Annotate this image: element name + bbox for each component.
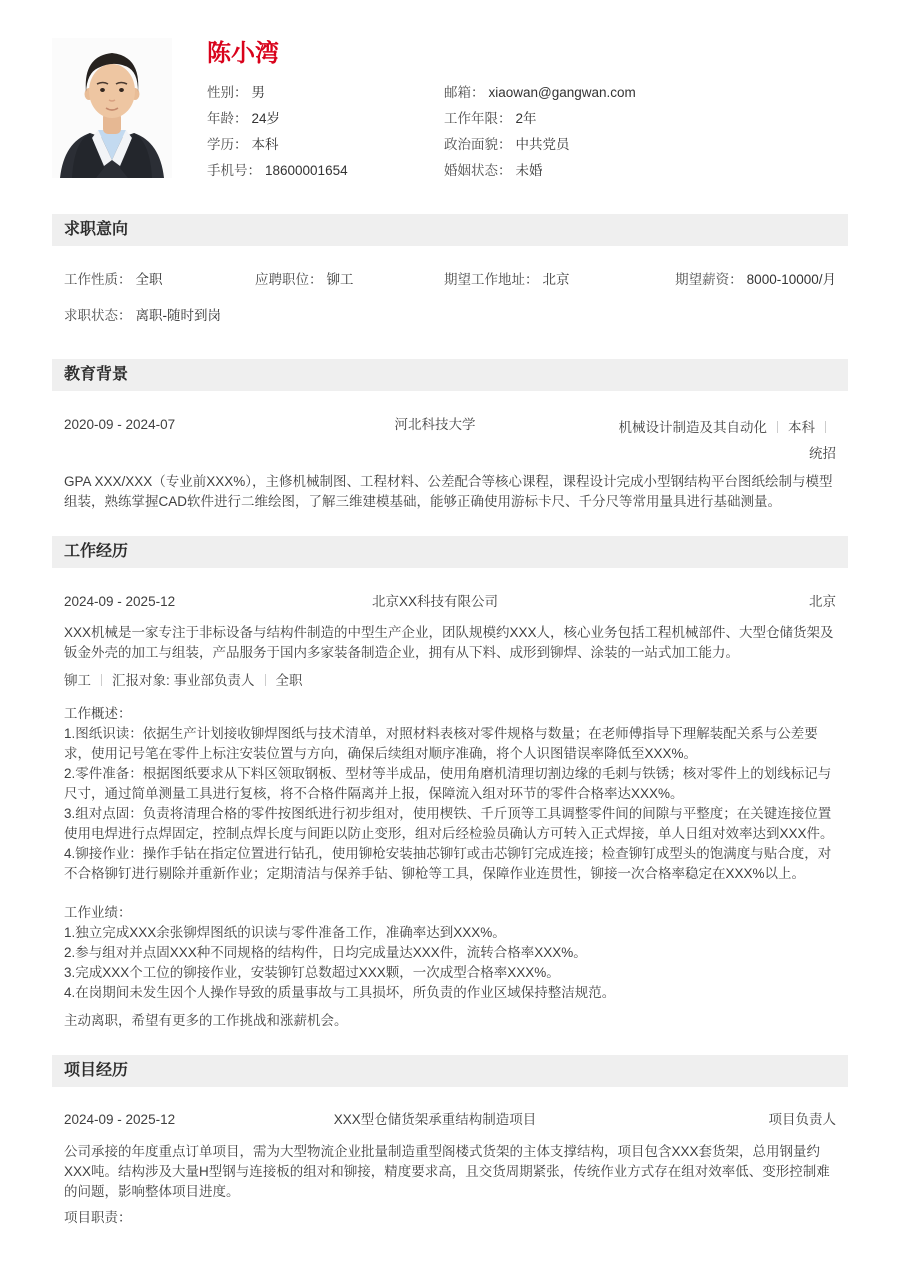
education-degree: 本科: [788, 420, 815, 435]
work-location: 北京: [809, 594, 836, 609]
intention-row-1: [64, 270, 836, 290]
field-status: 求职状态：: [64, 308, 132, 323]
work-achievement-item: 3.完成XXX个工位的铆接作业，安装铆钉总数超过XXX颗，一次成型合格率XXX%。: [64, 965, 560, 980]
leave-reason: 主动离职，希望有更多的工作挑战和涨薪机会。: [64, 1013, 348, 1028]
section-work: [52, 592, 848, 1031]
tag-position: 铆工: [64, 673, 91, 688]
field-position: 应聘职位： 铆工: [255, 272, 354, 287]
company-intro: XXX机械是一家专注于非标设备与结构件制造的中型生产企业，团队规模约XXX人，核心业务包括工程机械部件、大型仓储货架及钣金外壳的加工与组装，产品服务于国内多家装备制造企业，拥有从下料、成形到铆焊、涂装的一站式加工能力。: [64, 625, 834, 660]
profile-photo: [52, 38, 172, 178]
section-title-work: 工作经历: [52, 536, 848, 568]
work-overview-item: 3.组对点固：负责将清理合格的零件按图纸进行初步组对，使用楔铁、千斤顶等工具调整零件间的间隙与平整度；在关键连接位置使用电焊进行点焊固定，控制点焊长度与间距以防止变形，组对后经检验员确认方可转入正式焊接，单人日组对效率达到XXX件。: [64, 806, 834, 841]
field-job-type: 工作性质： 全职: [64, 272, 163, 287]
divider: [101, 674, 102, 686]
section-title-education: 教育背景: [52, 359, 848, 391]
divider: [777, 421, 778, 433]
work-achievement-item: 4.在岗期间未发生因个人操作导致的质量事故与工具损坏，所负责的作业区域保持整洁规范。: [64, 985, 616, 1000]
info-years: 工作年限： 2年: [444, 111, 537, 126]
work-tags-row: [64, 671, 836, 691]
section-title-intention: 求职意向: [52, 214, 848, 246]
portrait-illustration: [52, 38, 172, 178]
section-education: [52, 415, 848, 512]
education-enroll-type: 统招: [809, 446, 836, 461]
field-salary: 期望薪资： 8000-10000/月: [675, 272, 836, 287]
education-detail: [606, 415, 836, 467]
project-background: 公司承接的年度重点订单项目，需为大型物流企业批量制造重型阁楼式货架的主体支撑结构，项目包含XXX套货架，总用钢量约XXX吨。结构涉及大量H型钢与连接板的组对和铆接，精度要求高，且交货周期紧张，传统作业方式存在组对效率低、变形控制难的问题，影响整体项目进度。: [64, 1144, 830, 1199]
intention-row-2: 求职状态： 离职-随时到岗: [64, 308, 221, 323]
work-period: 2024-09 - 2025-12: [64, 594, 176, 609]
tag-job-type: 全职: [275, 673, 303, 688]
education-period: 2020-09 - 2024-07: [64, 417, 176, 432]
work-meta-row: [64, 592, 836, 612]
project-meta-row: [64, 1110, 836, 1130]
resume-header: [52, 0, 848, 184]
project-period: 2024-09 - 2025-12: [64, 1112, 176, 1127]
divider: [265, 674, 266, 686]
info-degree: 学历： 本科: [207, 137, 279, 152]
education-major: 机械设计制造及其自动化: [618, 420, 767, 435]
info-age: 年龄： 24岁: [207, 111, 281, 126]
work-overview-item: 2.零件准备：根据图纸要求从下料区领取钢板、型材等半成品，使用角磨机清理切割边缘的毛刺与铁锈；核对零件上的划线标记与尺寸，通过简单测量工具进行复核，将不合格件隔离并上报，保障流入组对环节的零件合格率达XXX%。: [64, 766, 832, 801]
education-description: GPA XXX/XXX（专业前XXX%），主修机械制图、工程材料、公差配合等核心课程，课程设计完成小型钢结构平台图纸绘制与模型组装，熟练掌握CAD软件进行二维绘图，了解三维建模基础，能够正确使用游标卡尺、千分尺等常用量具进行基础测量。: [64, 474, 833, 509]
work-achievement-item: 1.独立完成XXX余张铆焊图纸的识读与零件准备工作，准确率达到XXX%。: [64, 925, 506, 940]
work-achievement-block: [64, 903, 836, 1003]
education-meta-row: [64, 415, 836, 467]
section-intention: [52, 270, 848, 326]
work-company: 北京XX科技有限公司: [371, 594, 498, 609]
project-duty-title: 项目职责：: [64, 1210, 132, 1225]
info-gender: 性别： 男: [207, 85, 265, 100]
work-overview-title: 工作概述：: [64, 706, 132, 721]
education-school: 河北科技大学: [394, 417, 476, 432]
info-phone: 手机号： 18600001654: [207, 163, 348, 178]
field-location: 期望工作地址： 北京: [444, 272, 570, 287]
work-achievement-title: 工作业绩：: [64, 905, 132, 920]
info-political: 政治面貌： 中共党员: [444, 137, 570, 152]
work-overview-block: [64, 704, 836, 884]
info-marital: 婚姻状态： 未婚: [444, 163, 543, 178]
section-title-project: 项目经历: [52, 1055, 848, 1087]
project-name: XXX型仓储货架承重结构制造项目: [333, 1112, 537, 1127]
work-overview-item: 4.铆接作业：操作手钻在指定位置进行钻孔，使用铆枪安装抽芯铆钉或击芯铆钉完成连接；检查铆钉成型头的饱满度与贴合度，对不合格铆钉进行剔除并重新作业；定期清洁与保养手钻、铆枪等工具，保障作业连贯性，铆接一次合格率稳定在XXX%以上。: [64, 846, 832, 881]
divider: [825, 421, 826, 433]
section-project: [52, 1110, 848, 1228]
work-achievement-item: 2.参与组对并点固XXX种不同规格的结构件，日均完成量达XXX件，流转合格率XXX%。: [64, 945, 587, 960]
project-role: 项目负责人: [768, 1112, 836, 1127]
personal-info-grid: [207, 80, 848, 184]
header-info-block: [207, 38, 848, 184]
work-overview-item: 1.图纸识读：依据生产计划接收铆焊图纸与技术清单，对照材料表核对零件规格与数量；在老师傅指导下理解装配关系与公差要求，使用记号笔在零件上标注安装位置与方向，确保后续组对顺序准确，将个人识图错误率降低至XXX%。: [64, 726, 818, 761]
info-email: 邮箱： xiaowan@gangwan.com: [444, 85, 636, 100]
candidate-name: 陈小湾: [207, 40, 279, 67]
tag-report-to: 汇报对象: 事业部负责人: [112, 673, 255, 688]
